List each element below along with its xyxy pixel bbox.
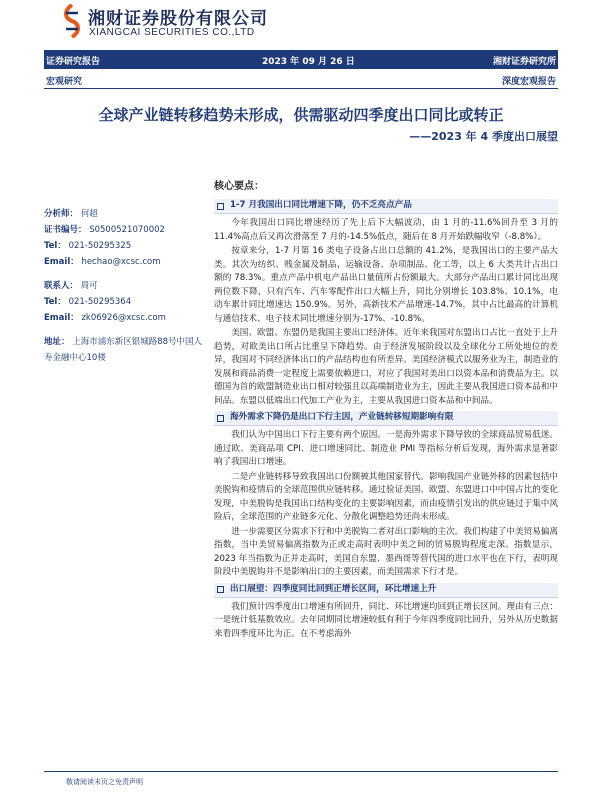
report-subtitle: ——2023 年 4 季度出口展望 bbox=[409, 130, 558, 143]
paragraph: 我们预计四季度出口增速有所回升，同比、环比增速均回到正增长区间。理由有三点：一是统计低基数效应。去年同期同比增速较低有利于今年四季度同比回升，另外从历史数据来看四季度环比为正。在不考虑海外 bbox=[214, 601, 558, 639]
report-header bbox=[0, 0, 600, 46]
paragraph: 按章来分，1-7 月第 16 类电子设备占出口总额的 41.2%，是我国出口的主要产品大类。其次为纺织、贱金属及制品、运输设备、杂项制品、化工等，以上 6 大类共计占出口额的 78.3%。重点产品中机电产品出口量值所占份额最大。大部分产品出口累计同比出现两位数下降，只有汽车、汽车零配件出口大幅上升，同比分别增长 103.8%、10.1%，电动车累计同比增速达 150.9%。另外，高新技术产品增速-14.7%，其中占比最高的计算机与通信技术、电子技术同比增速分别为-17%、-10.8%。 bbox=[214, 246, 558, 324]
company-name-cn: 湘财证券股份有限公司 bbox=[88, 9, 268, 29]
tel2-row bbox=[44, 294, 204, 310]
cert-value: S0500521070002 bbox=[89, 225, 165, 235]
paragraph: 进一步需要区分需求下行和中美脱钩二者对出口影响的主次。我们构建了中美贸易偏离指数，当中美贸易偏离指数为正或走高时表明中美之间的贸易脱钩程度走深。指数显示，2023 年当指数为正并走高时，美国自东盟、墨西哥等替代国的进口水平也在下行，表明现阶段中美脱钩并不是影响出口的主要因素，而美国需求下行才是。 bbox=[214, 526, 558, 577]
address-value: 上海市浦东新区银城路88号中国人寿金融中心10楼 bbox=[44, 337, 203, 363]
core-points-body bbox=[214, 196, 558, 642]
email2-label: Email： bbox=[44, 313, 79, 323]
report-info-bar bbox=[44, 50, 558, 69]
contact-label: 联系人： bbox=[44, 281, 79, 291]
tel-label: Tel： bbox=[44, 241, 66, 251]
report-date: 2023 年 09 月 26 日 bbox=[262, 57, 355, 67]
research-institute: 湘财证券研究所 bbox=[492, 57, 556, 67]
address-row bbox=[44, 334, 204, 366]
tel2-value: 021-50295364 bbox=[68, 297, 132, 307]
tel-value: 021-50295325 bbox=[68, 241, 132, 251]
tel2-label: Tel： bbox=[44, 297, 66, 307]
checkbox-bullet-icon bbox=[217, 415, 224, 422]
paragraph: 二是产业链转移导致我国出口份额被其他国家替代。影响我国产业链外移的因素包括中美脱钩和疫情后的全球范围供应链转移。通过验证美国、欧盟、东盟进口中中国占比的变化发现，中美脱钩是我国出口结构变化的主要影响因素，而由疫情引发出的供应链过于集中风险后，全球范围的产业链多元化、分散化调整趋势还尚未形成。 bbox=[214, 471, 558, 522]
checkbox-bullet-icon bbox=[217, 586, 224, 593]
report-type: 证券研究报告 bbox=[46, 57, 101, 67]
disclaimer-note: 敬请阅读末页之免责声明 bbox=[66, 778, 143, 786]
contact-row bbox=[44, 278, 204, 294]
author-sidebar bbox=[44, 206, 204, 366]
section-heading bbox=[214, 411, 558, 426]
analyst-label: 分析师： bbox=[44, 209, 79, 219]
email2-row bbox=[44, 310, 204, 326]
page-footer bbox=[44, 771, 558, 786]
section-heading-text: 海外需求下降仍是出口下行主因，产业链转移短期影响有限 bbox=[230, 412, 454, 423]
analyst-row bbox=[44, 206, 204, 222]
company-name-en: XIANGCAI SECURITIES CO.,LTD bbox=[89, 27, 255, 38]
paragraph: 今年我国出口同比增速经历了先上后下大幅波动，由 1 月的-11.6%回升至 3 月的 11.4%高点后又再次滑落至 7 月的-14.5%低点，随后在 8 月开始跌幅收窄（-8.8%）。 bbox=[214, 218, 558, 242]
contact-name: 周可 bbox=[80, 281, 98, 291]
paragraph: 美国、欧盟、东盟仍是我国主要出口经济体。近年来我国对东盟出口占比一直处于上升趋势，对欧美出口所占比重呈下降趋势。由于经济发展阶段以及全球化分工所处地位的差异，我国对不同经济体出口的产品结构也有所差异。美国经济模式以服务业为主，制造业的发展和商品消费一定程度上需要依赖进口，对应了我国对美出口以资本品和消费品为主。以德国为首的欧盟制造业出口相对较强且以高端制造业为主，因此主要从我国进口资本品和中间品。东盟以低端出口代加工产业为主，主要从我国进口资本品和中间品。 bbox=[214, 328, 558, 406]
tel-row bbox=[44, 238, 204, 254]
email-value[interactable]: hechao@xcsc.com bbox=[81, 257, 161, 267]
paragraph: 我们认为中国出口下行主要有两个原因。一是海外需求下降导致的全球商品贸易低迷。通过欧、美商品项 CPI、进口增速同比、制造业 PMI 等指标分析后发现，海外需求显著影响了我国出口增速。 bbox=[214, 430, 558, 467]
section-heading-text: 出口展望：四季度同比回到正增长区间，环比增速上升 bbox=[230, 583, 437, 594]
report-category-bar bbox=[44, 70, 558, 89]
address-label: 地址： bbox=[44, 337, 70, 347]
cert-row bbox=[44, 222, 204, 238]
email-label: Email： bbox=[44, 257, 79, 267]
report-kind: 深度宏观报告 bbox=[501, 77, 556, 87]
checkbox-bullet-icon bbox=[217, 203, 224, 210]
section-heading-text: 1-7 月我国出口同比增速下降，仍不乏亮点产品 bbox=[230, 200, 412, 211]
email-row bbox=[44, 254, 204, 270]
email2-value[interactable]: zk06926@xcsc.com bbox=[81, 313, 166, 323]
cert-label: 证书编号： bbox=[44, 225, 87, 235]
section-heading bbox=[214, 583, 558, 598]
company-logo-icon bbox=[60, 4, 84, 38]
section-heading bbox=[214, 199, 558, 214]
research-field: 宏观研究 bbox=[46, 77, 83, 87]
core-points-label: 核心要点： bbox=[214, 181, 264, 192]
analyst-name: 何超 bbox=[80, 209, 98, 219]
report-title: 全球产业链转移趋势未形成，供需驱动四季度出口同比或转正 bbox=[98, 106, 504, 124]
